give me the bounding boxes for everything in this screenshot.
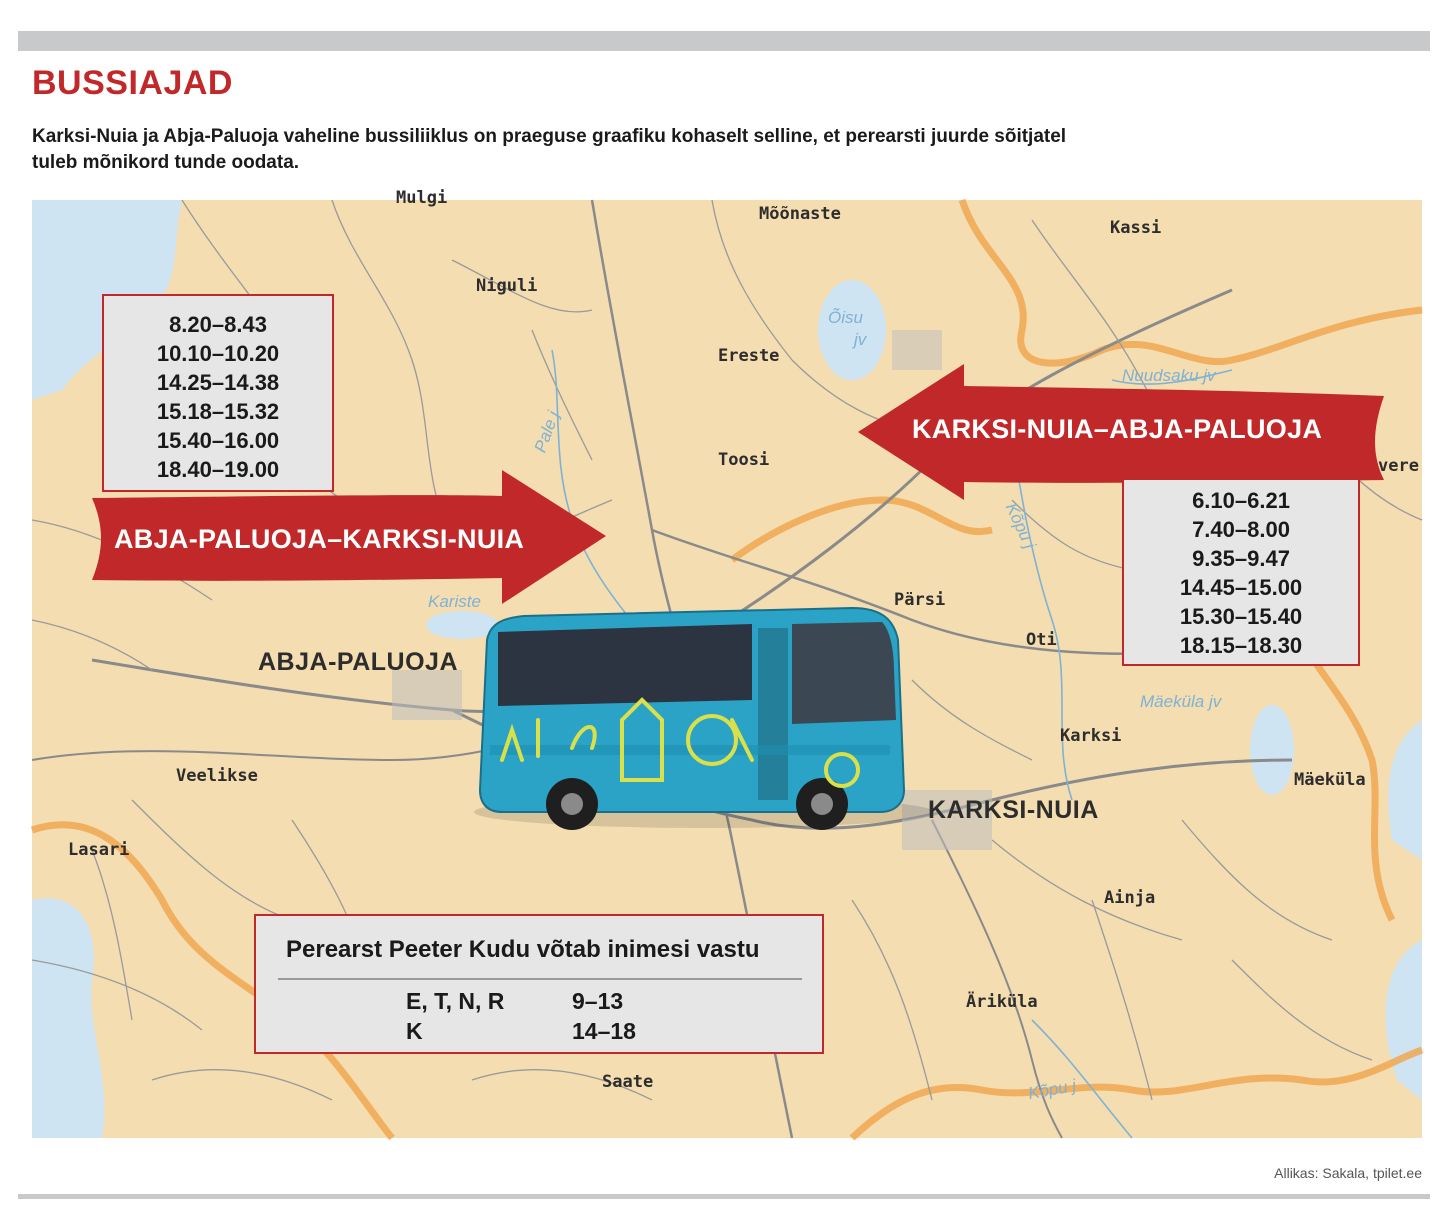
westbound-time-2: 10.10–10.20 (156, 341, 280, 366)
intro-text: Karksi-Nuia ja Abja-Paluoja vaheline bussiliiklus on praeguse graafiku kohaselt selline, et perearsti juurde sõitjatel tuleb mõnikord tunde oodata. (32, 126, 1067, 173)
eastbound-timetable (1122, 478, 1360, 666)
eastbound-time-1: 6.10–6.21 (1192, 488, 1290, 513)
place-ainja: Ainja (1104, 888, 1156, 908)
doctor-days-2: K (406, 1018, 423, 1044)
water-southwest (32, 898, 104, 1138)
place-saate: Saate (602, 1072, 654, 1092)
water-oisu-jv: jv (854, 330, 867, 349)
boundary-middle (732, 500, 992, 560)
doctor-hours-2: 14–18 (572, 1018, 636, 1044)
eastbound-time-2: 7.40–8.00 (1192, 517, 1290, 542)
lake-maekula (1250, 705, 1294, 795)
eastbound-time-6: 18.15–18.30 (1179, 633, 1303, 658)
water-pale: Pale j (530, 408, 563, 456)
water-oisu: Õisu (828, 308, 863, 327)
doctor-hours-1: 9–13 (572, 988, 624, 1014)
bottom-rule (18, 1194, 1430, 1199)
doctor-divider (278, 978, 802, 980)
water-kopu-south: Kõpu j (1026, 1075, 1078, 1104)
westbound-time-3: 14.25–14.38 (156, 370, 280, 395)
eastbound-time-5: 15.30–15.40 (1179, 604, 1303, 629)
water-nuudsaku: Nuudsaku jv (1122, 366, 1216, 385)
lake-karista (426, 611, 498, 639)
eastbound-time-3: 9.35–9.47 (1192, 546, 1290, 571)
westbound-time-4: 15.18–15.32 (156, 399, 280, 424)
place-parsi: Pärsi (894, 590, 946, 610)
place-ereste: Ereste (718, 346, 780, 366)
water-kopu-north: Kõpu j (1001, 499, 1040, 552)
source-credit: Allikas: Sakala, tpilet.ee (1274, 1165, 1422, 1181)
doctor-hours-box (254, 914, 824, 1054)
water-maekula-jv: Mäeküla jv (1140, 692, 1222, 711)
boundary-southeast (852, 1050, 1422, 1138)
place-karksi: Karksi (1060, 726, 1122, 746)
page-title: BUSSIAJAD (32, 64, 233, 102)
water-karista: Kariste (428, 592, 481, 611)
place-kassi: Kassi (1110, 218, 1162, 238)
westbound-time-6: 18.40–19.00 (156, 457, 280, 482)
boundary-north (962, 200, 1422, 363)
westbound-route-label: ABJA-PALUOJA–KARKSI-NUIA (114, 524, 525, 554)
lake-oisu (818, 280, 886, 380)
place-mulgi: Mulgi (396, 188, 448, 208)
bus-illustration (474, 608, 934, 830)
place-veelikse: Veelikse (176, 766, 258, 786)
westbound-time-5: 15.40–16.00 (156, 428, 280, 453)
westbound-timetable (102, 294, 334, 492)
place-oti: Oti (1026, 630, 1057, 650)
doctor-heading: Perearst Peeter Kudu võtab inimesi vastu (286, 936, 760, 963)
water-east (1388, 720, 1422, 860)
eastbound-time-4: 14.45–15.00 (1179, 575, 1303, 600)
place-arikula: Äriküla (966, 992, 1038, 1012)
map-area[interactable] (32, 188, 1422, 1138)
place-toosi: Toosi (718, 450, 770, 470)
place-niguli: Niguli (476, 276, 538, 296)
place-vere: vere (1378, 456, 1419, 476)
town-abja-paluoja: ABJA-PALUOJA (258, 648, 458, 676)
place-lasari: Lasari (68, 840, 130, 860)
top-rule (18, 31, 1430, 51)
town-karksi-nuia: KARKSI-NUIA (928, 796, 1099, 824)
water-southeast (1386, 940, 1422, 1100)
westbound-time-1: 8.20–8.43 (169, 312, 267, 337)
place-moonaste: Mõõnaste (759, 204, 841, 224)
doctor-days-1: E, T, N, R (406, 988, 505, 1014)
place-maekula: Mäeküla (1294, 770, 1366, 790)
eastbound-route-label: KARKSI-NUIA–ABJA-PALUOJA (912, 414, 1323, 444)
